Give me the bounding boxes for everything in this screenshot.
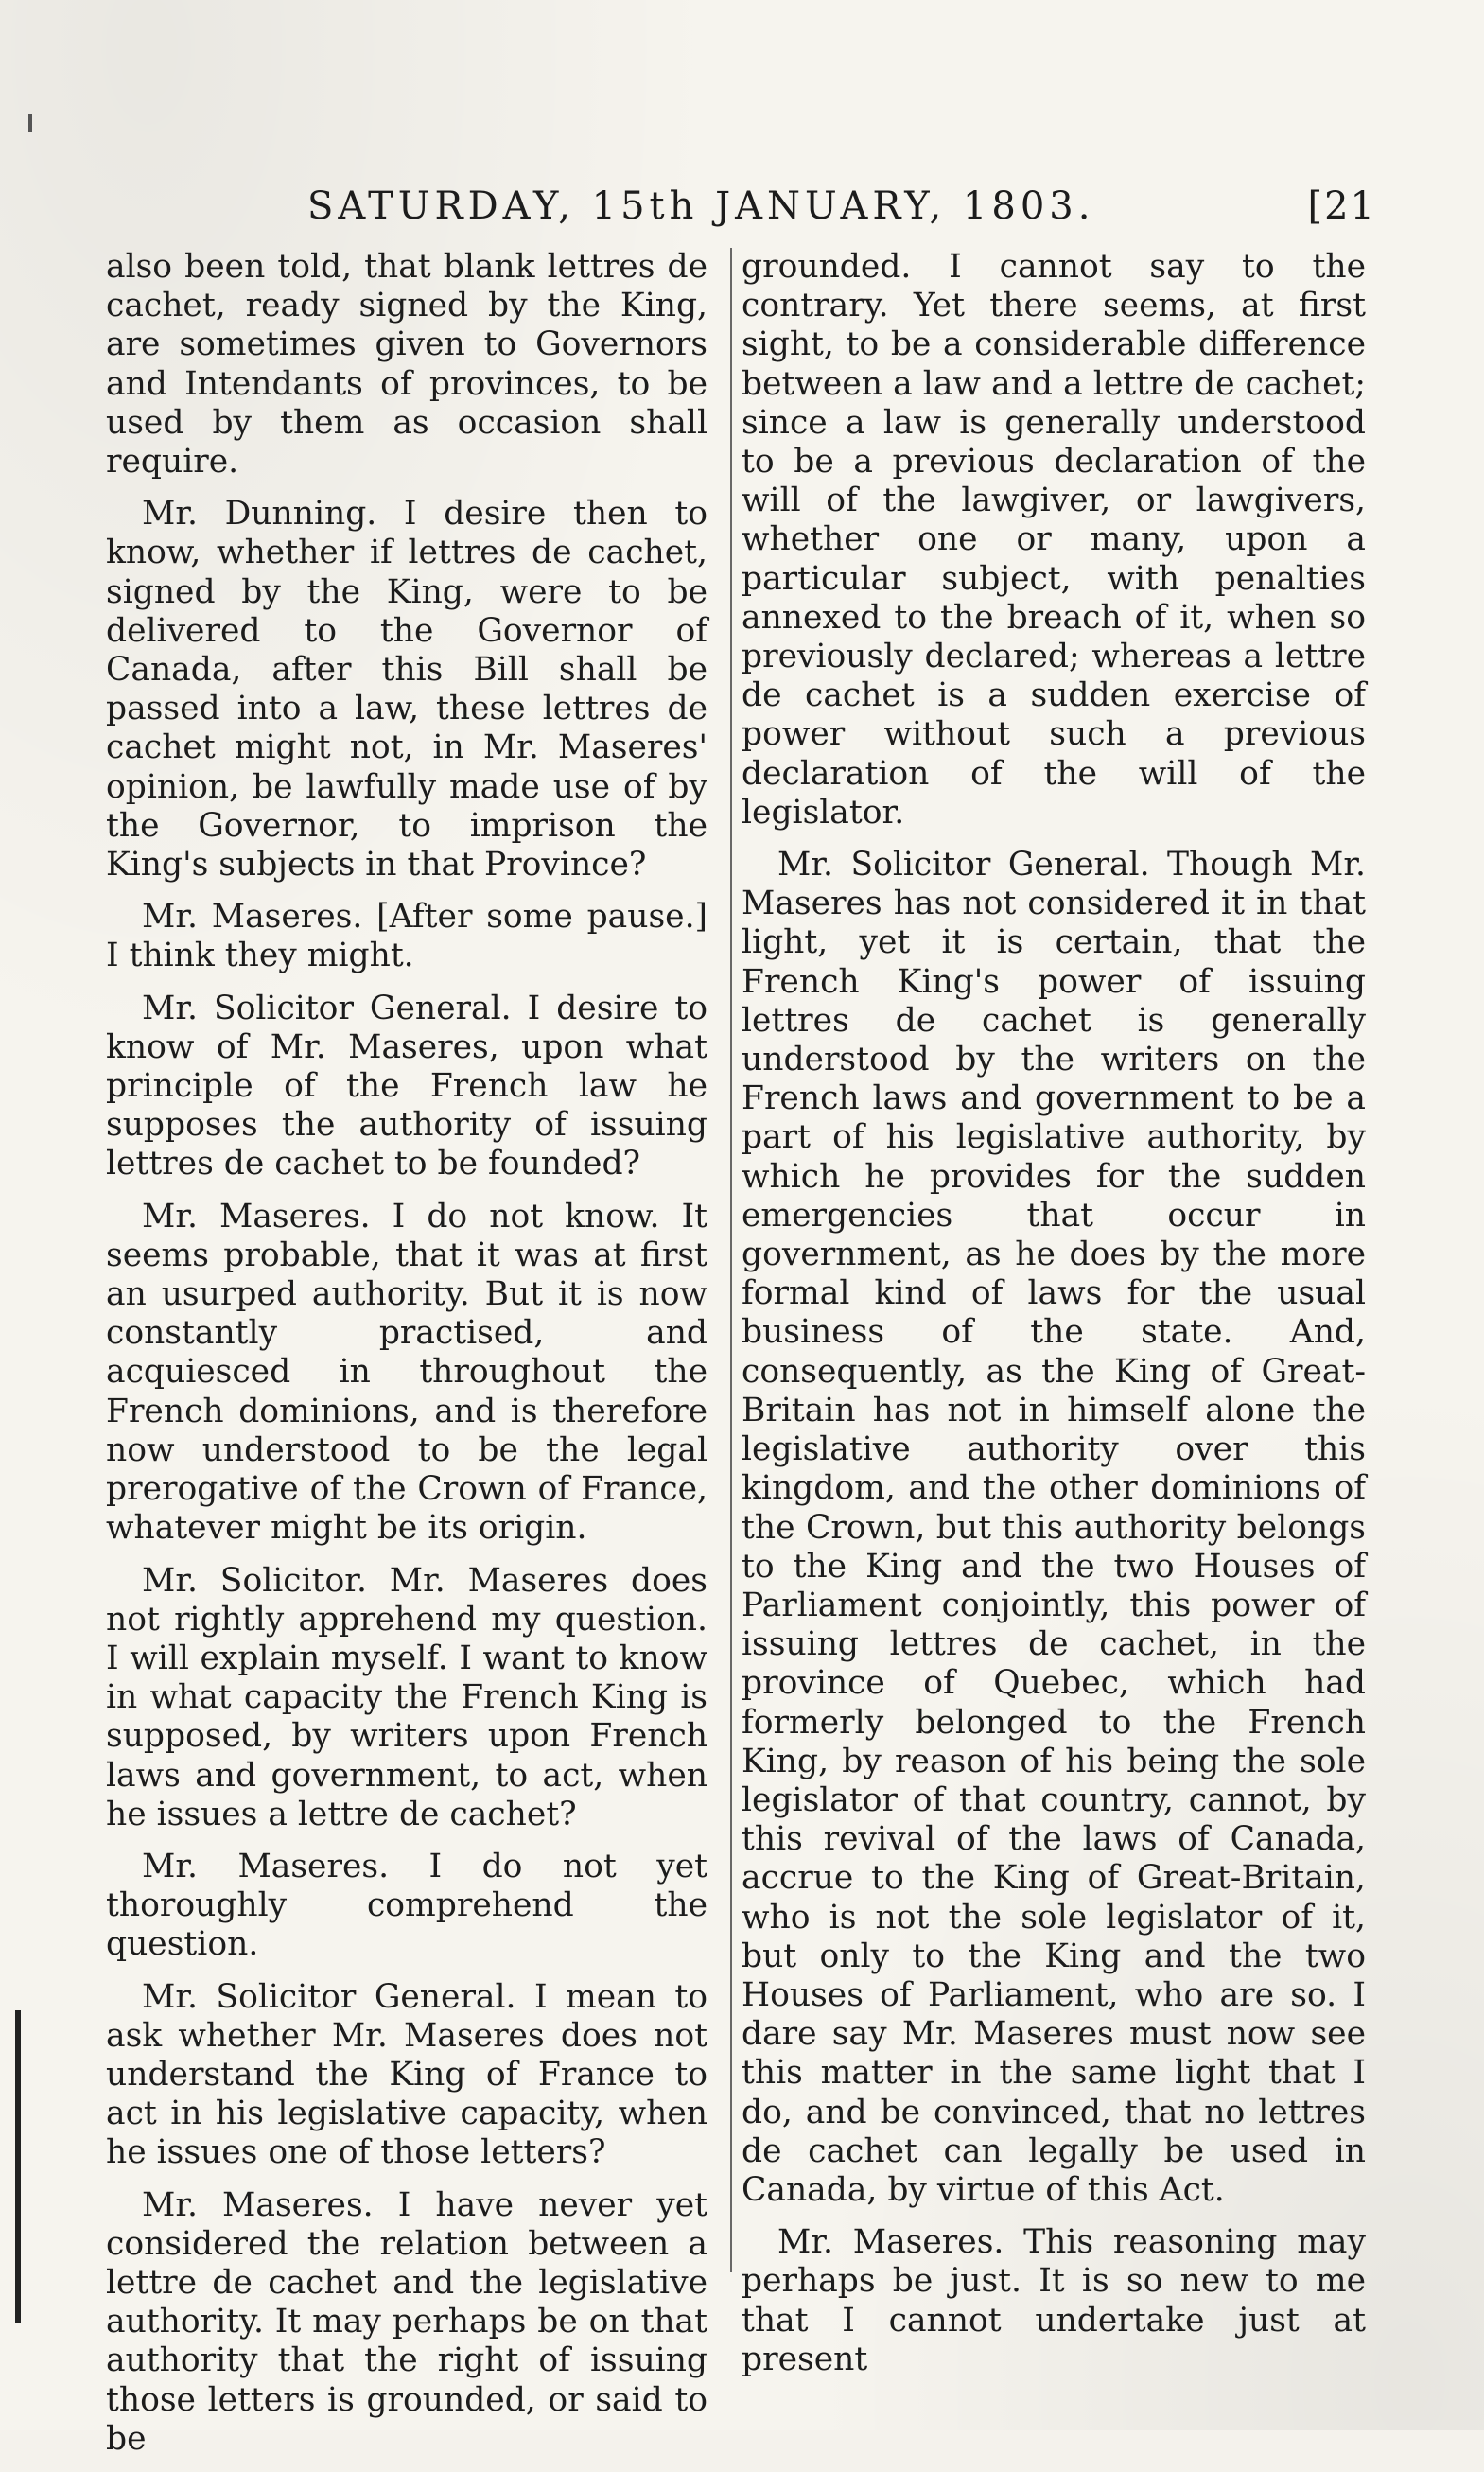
page-header	[307, 184, 1376, 251]
running-title: SATURDAY, 15th JANUARY, 1803.	[307, 184, 1095, 228]
paragraph: Mr. Maseres. I do not know. It seems probable, that it was at first an usurped authority. But it is now constantly practised, and acquiesced in throughout the French dominions, and is therefore now understood to be the legal prerogative of the Crown of France, whatever might be its origin.	[106, 1197, 707, 1548]
left-column	[106, 248, 707, 2472]
page-number: [21	[1307, 184, 1376, 228]
paragraph: Mr. Dunning. I desire then to know, whether if lettres de cachet, signed by the King, were to be delivered to the Governor of Canada, after this Bill shall be passed into a law, these lettres de cachet might not, in Mr. Maseres' opinion, be lawfully made use of by the Governor, to imprison the King's subjects in that Province?	[106, 495, 707, 885]
paragraph: Mr. Maseres. This reasoning may perhaps be just. It is so new to me that I cannot undertake just at present	[742, 2223, 1366, 2378]
right-column	[742, 248, 1366, 2393]
paragraph: also been told, that blank lettres de cachet, ready signed by the King, are sometimes given to Governors and Intendants of provinces, to be used by them as occasion shall require.	[106, 248, 707, 482]
paragraph: Mr. Maseres. [After some pause.] I think they might.	[106, 898, 707, 975]
paragraph: Mr. Solicitor General. I mean to ask whether Mr. Maseres does not understand the King of France to act in his legislative capacity, when he issues one of those letters?	[106, 1977, 707, 2172]
paragraph: Mr. Maseres. I have never yet considered the relation between a lettre de cachet and the legislative authority. It may perhaps be on that authority that the right of issuing those letters is grounded, or said to be	[106, 2185, 707, 2458]
paragraph: grounded. I cannot say to the contrary. Yet there seems, at first sight, to be a considerable difference between a law and a lettre de cachet; since a law is generally understood to be a previous declaration of the will of the lawgiver, or lawgivers, whether one or many, upon a particular subject, with penalties annexed to the breach of it, when so previously declared; whereas a lettre de cachet is a sudden exercise of power without such a previous declaration of the will of the legislator.	[742, 248, 1366, 832]
margin-mark	[28, 114, 32, 132]
paragraph: Mr. Maseres. I do not yet thoroughly comprehend the question.	[106, 1847, 707, 1964]
paragraph: Mr. Solicitor General. Though Mr. Maseres has not considered it in that light, yet it is certain, that the French King's power of issuing lettres de cachet is generally understood by the writers on the French laws and government to be a part of his legislative authority, by which he provides for the sudden emergencies that occur in government, as he does by the more formal kind of laws for the usual business of the state. And, consequently, as the King of Great-Britain has not in himself alone the legislative authority over this kingdom, and the other dominions of the Crown, but this authority belongs to the King and the two Houses of Parliament conjointly, this power of issuing lettres de cachet, in the province of Quebec, which had formerly belonged to the French King, by reason of his being the sole legislator of that country, cannot, by this revival of the laws of Canada, accrue to the King of Great-Britain, who is not the sole legislator of it, but only to the King and the two Houses of Parliament, who are so. I dare say Mr. Maseres must now see this matter in the same light that I do, and be convinced, that no lettres de cachet can legally be used in Canada, by virtue of this Act.	[742, 846, 1366, 2209]
column-rule	[730, 248, 732, 2272]
paragraph: Mr. Solicitor General. I desire to know of Mr. Maseres, upon what principle of the French law he supposes the authority of issuing lettres de cachet to be founded?	[106, 989, 707, 1183]
paragraph: Mr. Solicitor. Mr. Maseres does not rightly apprehend my question. I will explain myself. I want to know in what capacity the French King is supposed, by writers upon French laws and government, to act, when he issues a lettre de cachet?	[106, 1561, 707, 1833]
margin-bar	[15, 2010, 21, 2323]
